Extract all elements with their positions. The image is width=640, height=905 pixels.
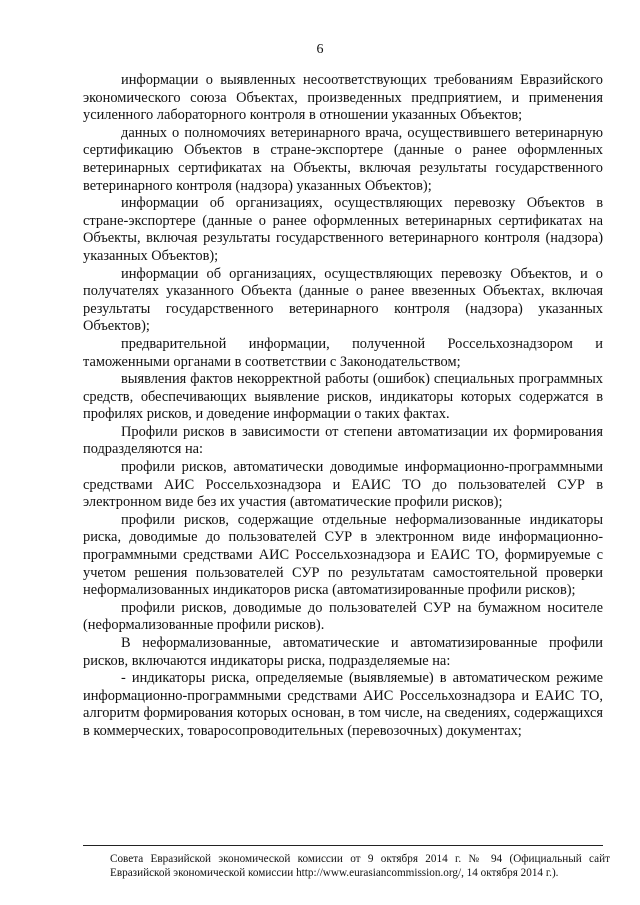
- paragraph-3: информации об организациях, осуществляющих перевозку Объектов в стране-экспортере (данные о ранее оформленных ветеринарных сертификатах на Объекты, включая результаты государственного ветеринарного контроля (надзора) указанных Объектов);: [83, 195, 603, 264]
- footnote-divider: [83, 845, 603, 846]
- paragraph-4: информации об организациях, осуществляющих перевозку Объектов, и о получателях указанного Объекта (данные о ранее ввезенных Объектах, включая результаты государственного ветеринарного контроля (надзора) указанных Объектов);: [83, 265, 603, 335]
- paragraph-9: профили рисков, содержащие отдельные неформализованные индикаторы риска, доводимые до пользователей СУР в электронном виде информационно-программными средствами АИС Россельхознадзора и ЕАИС ТО, формируемые с учетом решения пользователей СУР по результатам самостоятельной проверки неформализованных индикаторов риска (автоматизированные профили рисков);: [83, 511, 603, 599]
- paragraph-2: данных о полномочиях ветеринарного врача, осуществившего ветеринарную сертификацию Объектов в стране-экспортере (данные о ранее оформленных ветеринарных сертификатах на Объекты, включая результаты государственного ветеринарного контроля (надзора) указанных Объектов);: [83, 124, 603, 194]
- paragraph-1: информации о выявленных несоответствующих требованиям Евразийского экономического союза Объектах, произведенных предприятием, и применения усиленного лабораторного контроля в отношении указанных Объектов;: [83, 72, 603, 124]
- footnote-text: Совета Евразийской экономической комиссии от 9 октября 2014 г. № 94 (Официальный сайт Евразийской экономической комиссии http://www.eurasiancommission.org/, 14 октября 2014 г.).: [110, 853, 610, 879]
- page-number: 6: [316, 42, 324, 57]
- paragraph-7: Профили рисков в зависимости от степени автоматизации их формирования подразделяются на:: [83, 423, 603, 458]
- paragraph-10: профили рисков, доводимые до пользователей СУР на бумажном носителе (неформализованные профили рисков).: [83, 599, 603, 634]
- paragraph-12: - индикаторы риска, определяемые (выявляемые) в автоматическом режиме информационно-программными средствами АИС Россельхознадзора и ЕАИС ТО, алгоритм формирования которых основан, в том числе, на сведениях, содержащихся в коммерческих, товаросопроводительных (перевозочных) документах;: [83, 670, 603, 739]
- document-body: [83, 72, 603, 741]
- paragraph-6: выявления фактов некорректной работы (ошибок) специальных программных средств, обеспечивающих выявление рисков, индикаторы которых содержатся в профилях рисков, и доведение информации о таких фактах.: [83, 371, 603, 423]
- paragraph-8: профили рисков, автоматически доводимые информационно-программными средствами АИС Россельхознадзора и ЕАИС ТО до пользователей СУР в электронном виде без их участия (автоматические профили рисков);: [83, 459, 603, 511]
- paragraph-5: предварительной информации, полученной Россельхознадзором и таможенными органами в соответствии с Законодательством;: [83, 335, 603, 370]
- paragraph-11: В неформализованные, автоматические и автоматизированные профили рисков, включаются индикаторы риска, подразделяемые на:: [83, 635, 603, 669]
